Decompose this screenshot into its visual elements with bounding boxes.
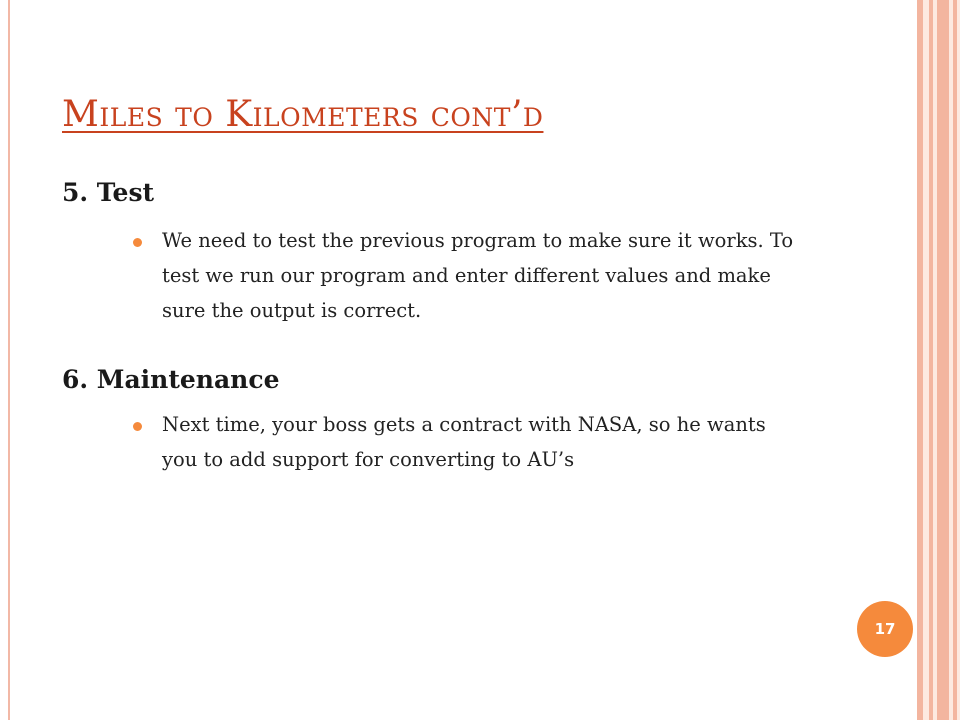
right-stripe-4 bbox=[953, 0, 957, 720]
page-number-badge: 17 bbox=[857, 601, 913, 657]
section-heading-maintenance: 6. Maintenance bbox=[62, 365, 280, 394]
bullet-dot-icon bbox=[133, 238, 142, 247]
bullet-dot-icon bbox=[133, 422, 142, 431]
bullet-text-test: We need to test the previous program to make sure it works. To test we run our program and enter different values and make sure the output is correct. bbox=[162, 229, 794, 322]
right-stripe-3 bbox=[937, 0, 949, 720]
slide-title: Miles to Kilometers cont’d bbox=[62, 94, 544, 135]
bullet-text-maintenance: Next time, your boss gets a contract with NASA, so he wants you to add support for converting to AU’s bbox=[162, 413, 766, 471]
right-stripe-2 bbox=[929, 0, 933, 720]
left-border-line bbox=[8, 0, 10, 720]
section-heading-test: 5. Test bbox=[62, 178, 155, 207]
right-stripe-1 bbox=[917, 0, 923, 720]
